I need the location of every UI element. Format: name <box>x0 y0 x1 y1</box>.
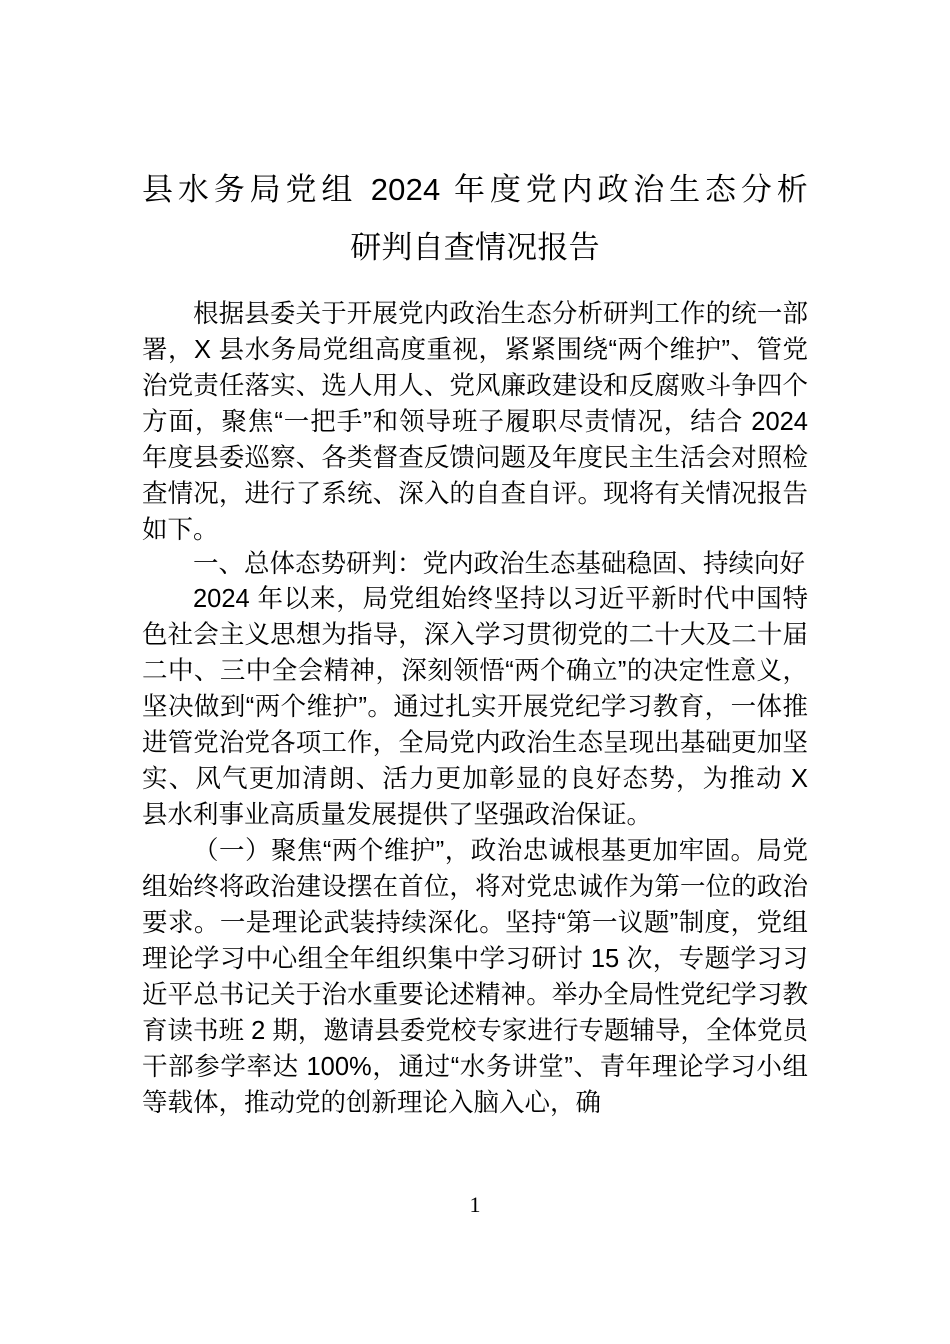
page-title-line-2: 研判自查情况报告 <box>350 230 600 265</box>
document-content-column <box>142 0 808 1121</box>
page-title <box>142 0 808 270</box>
page-number-footer: 1 <box>469 1192 481 1217</box>
paragraph-section-1-body: 2024 年以来，局党组始终坚持以习近平新时代中国特色社会主义思想为指导，深入学习贯彻党的二十大及二十届二中、三中全会精神，深刻领悟“两个确立”的决定性意义，坚决做到“两个维护”。通过扎实开展党纪学习教育，一体推进管党治党各项工作，全局党内政治生态呈现出基础更加坚实、风气更加清朗、活力更加彰显的良好态势，为推动 X 县水利事业高质量发展提供了坚强政治保证。 <box>142 585 808 829</box>
section-heading-1: 一、总体态势研判：党内政治生态基础稳固、持续向好 <box>193 550 806 578</box>
paragraph-intro: 根据县委关于开展党内政治生态分析研判工作的统一部署，X 县水务局党组高度重视，紧紧围绕“两个维护”、管党治党责任落实、选人用人、党风廉政建设和反腐败斗争四个方面，聚焦“一把手”和领导班子履职尽责情况，结合 2024 年度县委巡察、各类督查反馈问题及年度民主生活会对照检查情况，进行了系统、深入的自查自评。现将有关情况报告如下。 <box>142 300 808 544</box>
page-title-line-1: 县水务局党组 2024 年度党内政治生态分析 <box>142 172 808 207</box>
document-body <box>142 296 808 1121</box>
paragraph-subsection-1-1: （一）聚焦“两个维护”，政治忠诚根基更加牢固。局党组始终将政治建设摆在首位，将对党忠诚作为第一位的政治要求。一是理论武装持续深化。坚持“第一议题”制度，党组理论学习中心组全年组织集中学习研讨 15 次，专题学习习近平总书记关于治水重要论述精神。举办全局性党纪学习教育读书班 2 期，邀请县委党校专家进行专题辅导，全体党员干部参学率达 100%，通过“水务讲堂”、青年理论学习小组等载体，推动党的创新理论入脑入心，确 <box>142 837 808 1117</box>
